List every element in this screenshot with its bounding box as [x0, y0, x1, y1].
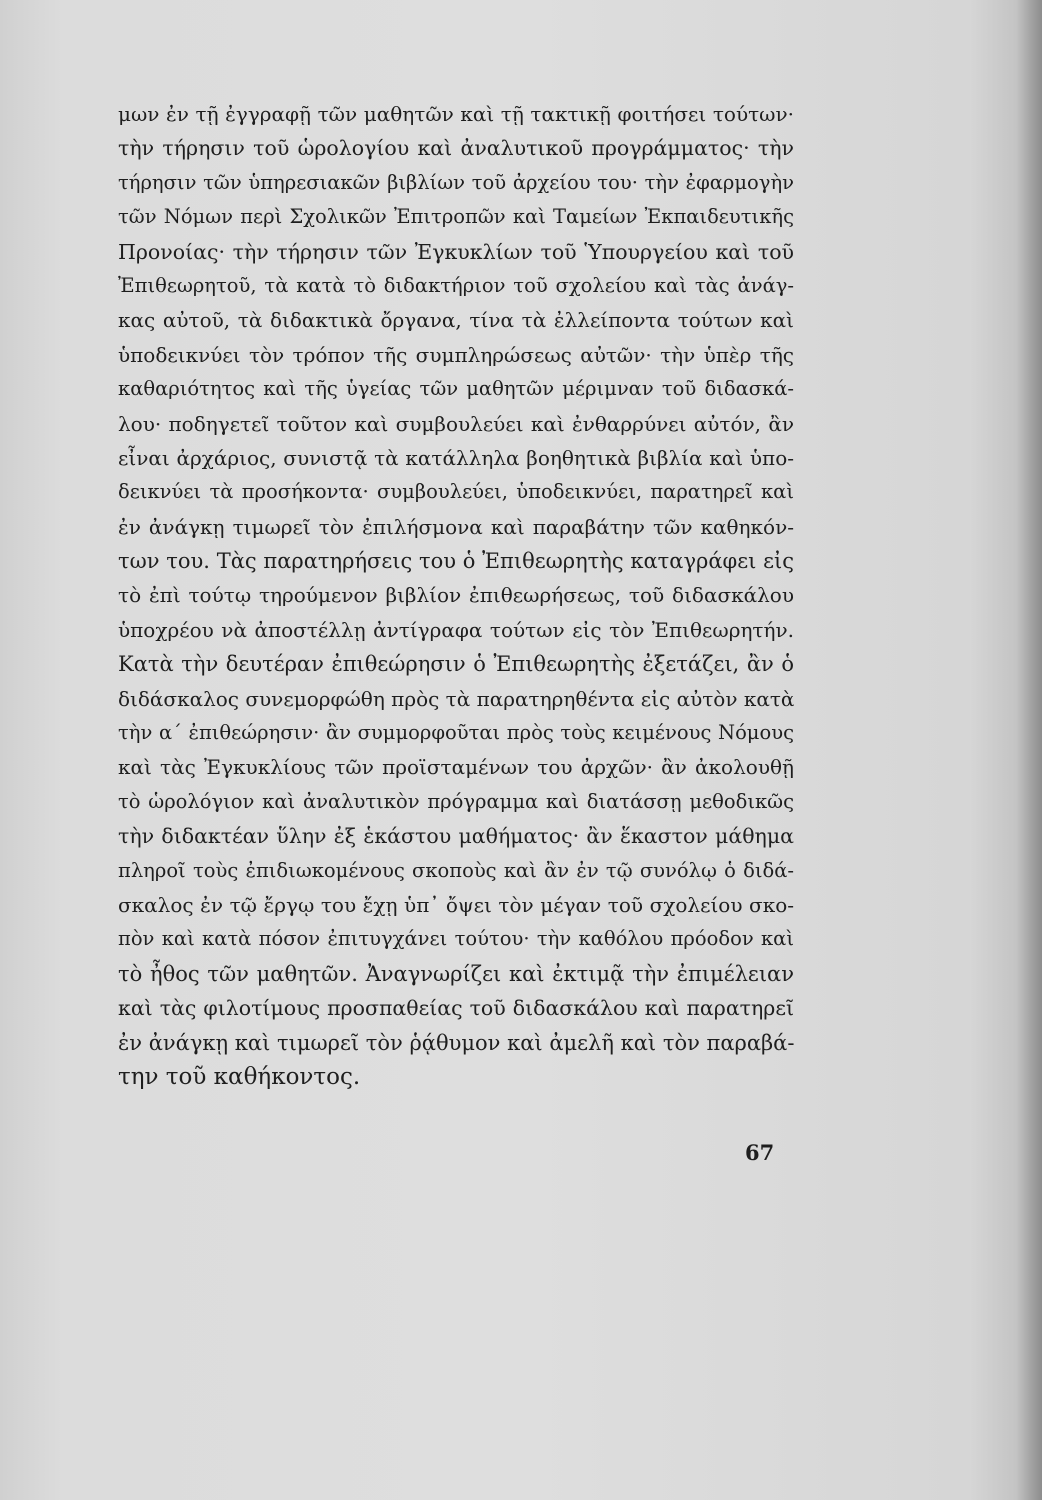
text-line: τῶν Νόμων περὶ Σχολικῶν Ἐπιτροπῶν καὶ Ταμείων Ἐκπαιδευτικῆς [118, 205, 794, 229]
text-line: Ἐπιθεωρητοῦ, τὰ κατὰ τὸ διδακτήριον τοῦ σχολείου καὶ τὰς ἀνάγ- [118, 273, 794, 297]
page-number: 67 [745, 1140, 775, 1165]
text-line: ὑποδεικνύει τὸν τρόπον τῆς συμπληρώσεως αὐτῶν· τὴν ὑπὲρ τῆς [118, 342, 794, 367]
page-edge-shadow [1016, 0, 1042, 1500]
text-line: καὶ τὰς φιλοτίμους προσπαθείας τοῦ διδασκάλου καὶ παρατηρεῖ [118, 996, 794, 1021]
text-line: σκαλος ἐν τῷ ἔργῳ του ἔχῃ ὑπ᾽ ὄψει τὸν μέγαν τοῦ σχολείου σκο- [118, 892, 794, 917]
body-text [118, 97, 794, 1094]
text-line: λου· ποδηγετεῖ τοῦτον καὶ συμβουλεύει καὶ ἐνθαρρύνει αὐτόν, ἂν [118, 411, 794, 436]
text-line: τὴν τήρησιν τοῦ ὡρολογίου καὶ ἀναλυτικοῦ προγράμματος· τὴν [118, 136, 794, 161]
text-line: τὸ ὡρολόγιον καὶ ἀναλυτικὸν πρόγραμμα καὶ διατάσσῃ μεθοδικῶς [118, 789, 794, 813]
text-line: κας αὐτοῦ, τὰ διδακτικὰ ὄργανα, τίνα τὰ ἐλλείποντα τούτων καὶ [118, 308, 794, 333]
text-line: δεικνύει τὰ προσήκοντα· συμβουλεύει, ὑποδεικνύει, παρατηρεῖ καὶ [118, 480, 794, 504]
text-line: τήρησιν τῶν ὑπηρεσιακῶν βιβλίων τοῦ ἀρχείου του· τὴν ἐφαρμογὴν [118, 170, 794, 194]
text-line: μων ἐν τῇ ἐγγραφῇ τῶν μαθητῶν καὶ τῇ τακτικῇ φοιτήσει τούτων· [118, 102, 794, 126]
text-line: πὸν καὶ κατὰ πόσον ἐπιτυγχάνει τούτου· τὴν καθόλου πρόοδον καὶ [118, 927, 794, 951]
text-line: των του. Τὰς παρατηρήσεις του ὁ Ἐπιθεωρητὴς καταγράφει εἰς [118, 549, 794, 574]
text-line-last: την τοῦ καθήκοντος. [118, 1063, 361, 1090]
text-line: τὸ ἦθος τῶν μαθητῶν. Ἀναγνωρίζει καὶ ἐκτιμᾷ τὴν ἐπιμέλειαν [118, 961, 794, 986]
text-line: εἶναι ἀρχάριος, συνιστᾷ τὰ κατάλληλα βοηθητικὰ βιβλία καὶ ὑπο- [118, 445, 794, 470]
text-line: τὴν α΄ ἐπιθεώρησιν· ἂν συμμορφοῦται πρὸς τοὺς κειμένους Νόμους [118, 721, 794, 745]
text-line: τὴν διδακτέαν ὕλην ἐξ ἑκάστου μαθήματος· ἂν ἕκαστον μάθημα [118, 824, 794, 849]
text-line: Κατὰ τὴν δευτέραν ἐπιθεώρησιν ὁ Ἐπιθεωρητὴς ἐξετάζει, ἂν ὁ [118, 652, 794, 677]
text-line: ἐν ἀνάγκῃ τιμωρεῖ τὸν ἐπιλήσμονα καὶ παραβάτην τῶν καθηκόν- [118, 514, 794, 539]
text-line: ἐν ἀνάγκῃ καὶ τιμωρεῖ τὸν ῥᾴθυμον καὶ ἀμελῆ καὶ τὸν παραβά- [118, 1030, 795, 1055]
text-line: Προνοίας· τὴν τήρησιν τῶν Ἐγκυκλίων τοῦ Ὑπουργείου καὶ τοῦ [118, 239, 794, 264]
text-line: καὶ τὰς Ἐγκυκλίους τῶν προϊσταμένων του ἀρχῶν· ἂν ἀκολουθῇ [118, 755, 794, 780]
text-line: πληροῖ τοὺς ἐπιδιωκομένους σκοποὺς καὶ ἂν ἐν τῷ συνόλῳ ὁ διδά- [118, 858, 794, 882]
text-line: ὑποχρέου νὰ ἀποστέλλῃ ἀντίγραφα τούτων εἰς τὸν Ἐπιθεωρητήν. [118, 617, 794, 642]
text-line: διδάσκαλος συνεμορφώθη πρὸς τὰ παρατηρηθέντα εἰς αὐτὸν κατὰ [118, 686, 795, 711]
text-line: καθαριότητος καὶ τῆς ὑγείας τῶν μαθητῶν μέριμναν τοῦ διδασκά- [118, 377, 794, 401]
text-line: τὸ ἐπὶ τούτῳ τηρούμενον βιβλίον ἐπιθεωρήσεως, τοῦ διδασκάλου [118, 583, 794, 608]
